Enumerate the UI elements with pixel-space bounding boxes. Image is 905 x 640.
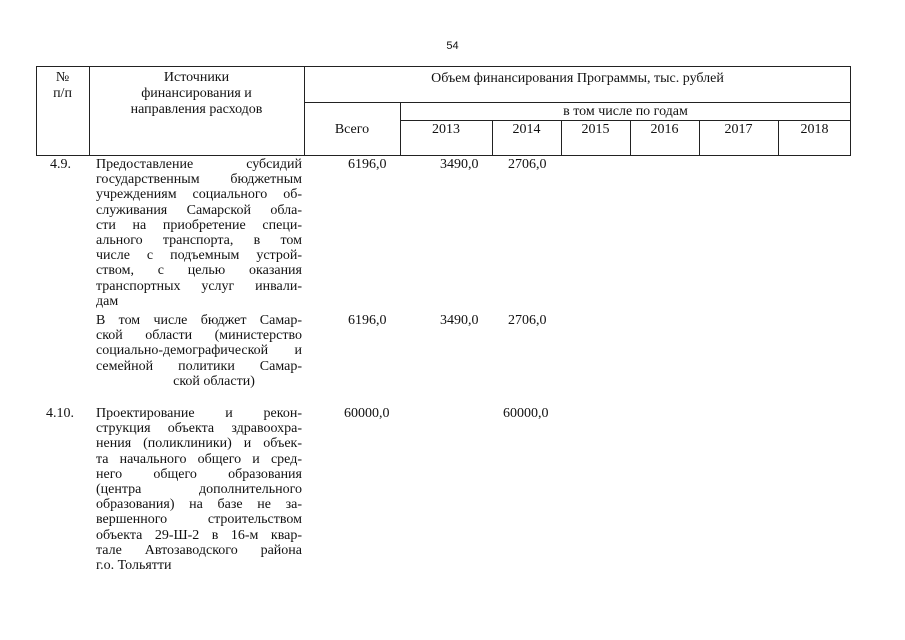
header-funding-title: Объем финансирования Программы, тыс. рублей [431,71,724,86]
header-total: Всего [334,122,370,137]
description-line: образования) на базе не за- [96,497,302,513]
description-line: социально-демографической и [96,343,302,359]
header-year: 2017 [724,122,753,137]
row-number: 4.10. [46,406,74,421]
description-line: струкция объекта здравоохра- [96,421,302,437]
value-2014: 2706,0 [508,313,547,328]
description-line: учреждениям социального об- [96,187,302,203]
header-source: Источники финансирования и направления расходов [130,70,263,117]
description-line: та начального общего и сред- [96,451,302,467]
description-line: дам [96,293,119,309]
header-year: 2016 [650,122,679,137]
header-year: 2018 [800,122,829,137]
description-line: служивания Самарской обла- [96,202,302,218]
header-year: 2013 [432,122,460,137]
page-number: 54 [446,40,459,52]
value-total: 60000,0 [344,406,390,421]
description-line: нения (поликлиники) и объек- [96,436,302,452]
description-line: объекта 29-Ш-2 в 16-м квар- [96,527,302,543]
row-number: 4.9. [50,157,71,172]
value-total: 6196,0 [348,157,387,172]
description-line: ством, с целью оказания [96,263,302,279]
value-2013: 3490,0 [440,313,479,328]
value-total: 6196,0 [348,313,387,328]
description-line: него общего образования [96,466,302,482]
value-2013: 3490,0 [440,157,479,172]
description-line: государственным бюджетным [96,172,302,188]
description-line: сти на приобретение специ- [96,217,302,233]
row-description [96,313,302,389]
header-num: № п/п [53,70,72,101]
description-line: В том числе бюджет Самар- [96,313,302,328]
header-year: 2014 [512,122,541,137]
description-line: тале Автозаводского района [96,542,302,558]
value-2014: 2706,0 [508,157,547,172]
description-line: (центра дополнительного [96,482,302,498]
description-line: ской области (министерство [96,328,302,344]
description-line: вершенного строительством [96,512,302,528]
description-line: числе с подъемным устрой- [96,248,302,264]
description-line: ской области) [173,373,255,389]
header-by-years: в том числе по годам [563,104,688,119]
description-line: Предоставление субсидий [96,157,302,172]
divider-years [400,120,851,121]
description-line: Проектирование и рекон- [96,406,302,421]
description-line: транспортных услуг инвали- [96,278,302,294]
row-description [96,157,302,309]
divider-funding [304,102,851,103]
description-line: г.о. Тольятти [96,558,172,574]
description-line: семейной политики Самар- [96,358,302,374]
description-line: ального транспорта, в том [96,233,302,249]
header-year: 2015 [581,122,610,137]
value-2014: 60000,0 [503,406,549,421]
row-description [96,406,302,573]
